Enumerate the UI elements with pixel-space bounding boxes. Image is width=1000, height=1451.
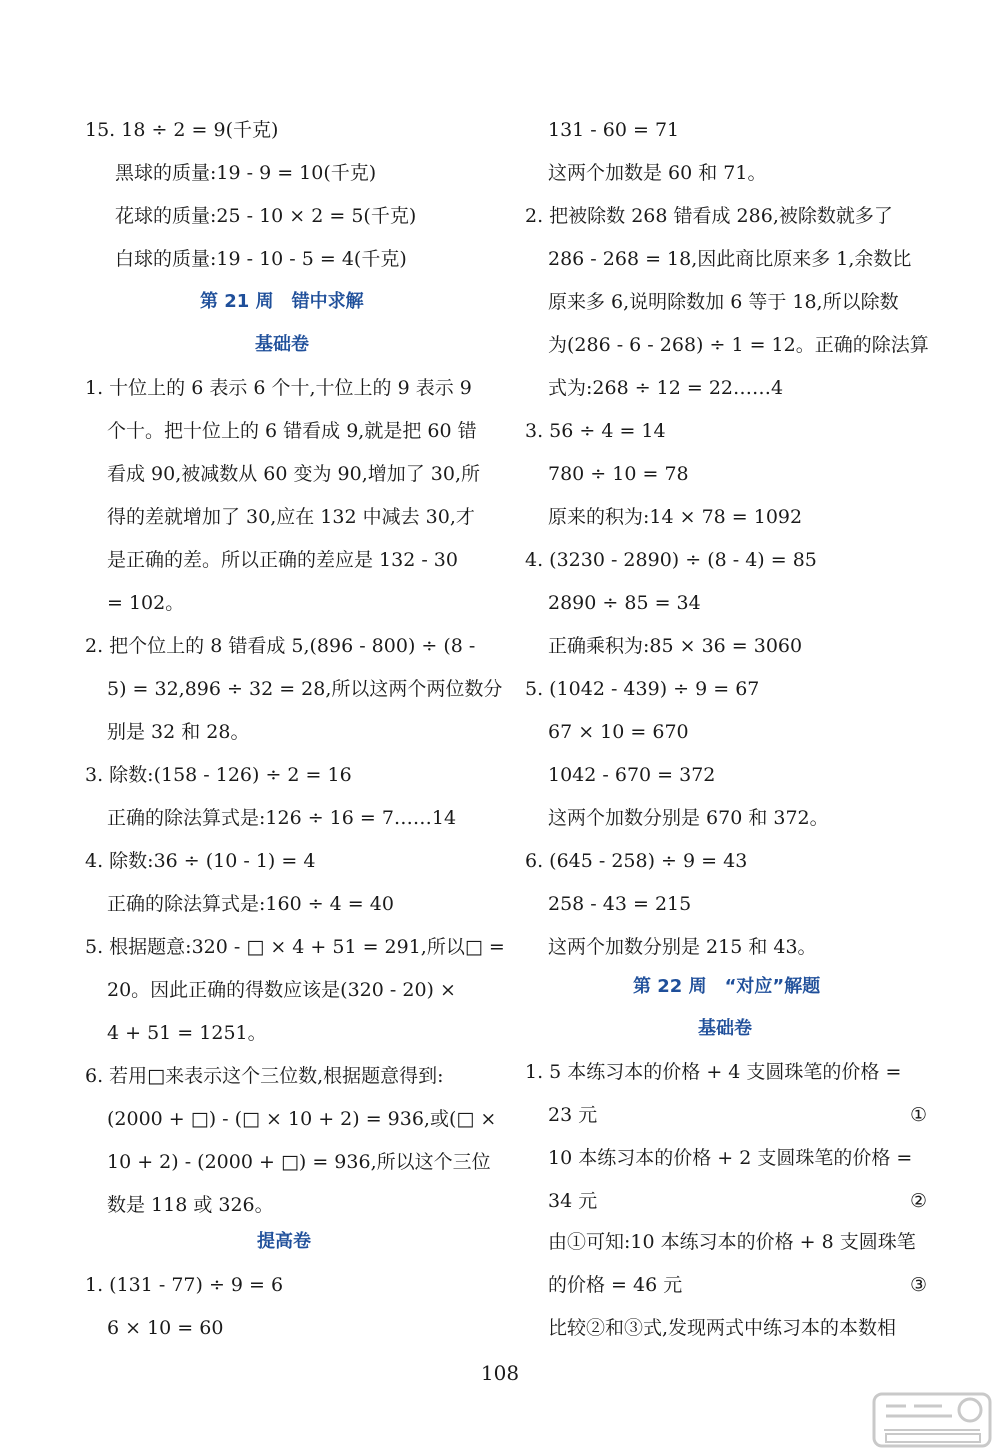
adv-q5-line-3: 1042 - 670 = 372	[548, 764, 716, 786]
basic-section-heading: 基础卷	[255, 334, 309, 355]
adv-q2-line-1: 2. 把被除数 268 错看成 286,被除数就多了	[525, 205, 893, 227]
adv-q5-line-2: 67 × 10 = 670	[548, 721, 689, 743]
adv-q5-line-1: 5. (1042 - 439) ÷ 9 = 67	[525, 678, 760, 700]
adv-q3-line-3: 原来的积为:14 × 78 = 1092	[548, 506, 803, 528]
adv-q1-line-1: 1. (131 - 77) ÷ 9 = 6	[85, 1274, 284, 1296]
b1-line-2: 23 元	[548, 1104, 598, 1126]
q2-line-2: 5) = 32,896 ÷ 32 = 28,所以这两个两位数分	[107, 678, 503, 700]
q6-line-3: 10 + 2) - (2000 + □) = 936,所以这个三位	[107, 1151, 491, 1173]
b1-line-3: 10 本练习本的价格 + 2 支圆珠笔的价格 =	[548, 1147, 913, 1169]
q5-line-2: 20。因此正确的得数应该是(320 - 20) ×	[107, 979, 456, 1001]
adv-q1-line-2: 6 × 10 = 60	[107, 1317, 224, 1339]
adv-q2-line-4: 为(286 - 6 - 268) ÷ 1 = 12。正确的除法算	[548, 334, 929, 356]
q5-line-1: 5. 根据题意:320 - □ × 4 + 51 = 291,所以□ =	[85, 936, 505, 958]
q6-line-1: 6. 若用□来表示这个三位数,根据题意得到:	[85, 1065, 444, 1087]
equation-mark-3: ③	[910, 1274, 928, 1296]
b1-line-4: 34 元	[548, 1190, 598, 1212]
q1-line-1: 1. 十位上的 6 表示 6 个十,十位上的 9 表示 9	[85, 377, 472, 399]
adv-q3-line-1: 3. 56 ÷ 4 = 14	[525, 420, 666, 442]
basic-section-heading-2: 基础卷	[698, 1018, 752, 1039]
adv-q6-line-2: 258 - 43 = 215	[548, 893, 692, 915]
b1-line-6: 的价格 = 46 元	[548, 1274, 683, 1296]
page-number: 108	[480, 1361, 520, 1385]
q2-line-3: 别是 32 和 28。	[107, 721, 250, 743]
q3-line-1: 3. 除数:(158 - 126) ÷ 2 = 16	[85, 764, 352, 786]
b1-line-1: 1. 5 本练习本的价格 + 4 支圆珠笔的价格 =	[525, 1061, 902, 1083]
q3-line-2: 正确的除法算式是:126 ÷ 16 = 7……14	[107, 807, 457, 829]
adv-q2-line-2: 286 - 268 = 18,因此商比原来多 1,余数比	[548, 248, 912, 270]
q4-line-1: 4. 除数:36 ÷ (10 - 1) = 4	[85, 850, 316, 872]
b1-line-7: 比较②和③式,发现两式中练习本的本数相	[548, 1317, 897, 1339]
q1-line-5: 是正确的差。所以正确的差应是 132 - 30	[107, 549, 458, 571]
adv-q6-line-1: 6. (645 - 258) ÷ 9 = 43	[525, 850, 748, 872]
adv-q6-line-3: 这两个加数分别是 215 和 43。	[548, 936, 817, 958]
adv-q2-line-5: 式为:268 ÷ 12 = 22……4	[548, 377, 784, 399]
q5-line-3: 4 + 51 = 1251。	[107, 1022, 267, 1044]
watermark-logo	[872, 1392, 992, 1448]
q1-line-2: 个十。把十位上的 6 错看成 9,就是把 60 错	[107, 420, 477, 442]
advanced-section-heading: 提高卷	[257, 1231, 311, 1252]
adv-q3-line-2: 780 ÷ 10 = 78	[548, 463, 689, 485]
q1-line-3: 看成 90,被减数从 60 变为 90,增加了 30,所	[107, 463, 481, 485]
week-22-heading: 第 22 周 “对应”解题	[633, 976, 821, 997]
q6-line-4: 数是 118 或 326。	[107, 1194, 274, 1216]
answer-15-line-2: 黑球的质量:19 - 9 = 10(千克)	[115, 162, 377, 184]
equation-mark-1: ①	[910, 1104, 928, 1126]
q1-line-6: = 102。	[107, 592, 185, 614]
b1-line-5: 由①可知:10 本练习本的价格 + 8 支圆珠笔	[548, 1231, 916, 1253]
adv-q5-line-4: 这两个加数分别是 670 和 372。	[548, 807, 829, 829]
answer-15-line-4: 白球的质量:19 - 10 - 5 = 4(千克)	[115, 248, 407, 270]
adv-q4-line-3: 正确乘积为:85 × 36 = 3060	[548, 635, 803, 657]
week-21-heading: 第 21 周 错中求解	[200, 291, 364, 312]
q1-line-4: 得的差就增加了 30,应在 132 中减去 30,才	[107, 506, 475, 528]
adv-q1-line-3: 131 - 60 = 71	[548, 119, 680, 141]
q4-line-2: 正确的除法算式是:160 ÷ 4 = 40	[107, 893, 394, 915]
answer-15-line-1: 15. 18 ÷ 2 = 9(千克)	[85, 119, 279, 141]
equation-mark-2: ②	[910, 1190, 928, 1212]
adv-q4-line-1: 4. (3230 - 2890) ÷ (8 - 4) = 85	[525, 549, 817, 571]
answer-15-line-3: 花球的质量:25 - 10 × 2 = 5(千克)	[115, 205, 417, 227]
adv-q2-line-3: 原来多 6,说明除数加 6 等于 18,所以除数	[548, 291, 899, 313]
q6-line-2: (2000 + □) - (□ × 10 + 2) = 936,或(□ ×	[107, 1108, 497, 1130]
right-column	[500, 0, 1000, 1451]
q2-line-1: 2. 把个位上的 8 错看成 5,(896 - 800) ÷ (8 -	[85, 635, 476, 657]
adv-q1-line-4: 这两个加数是 60 和 71。	[548, 162, 767, 184]
adv-q4-line-2: 2890 ÷ 85 = 34	[548, 592, 701, 614]
